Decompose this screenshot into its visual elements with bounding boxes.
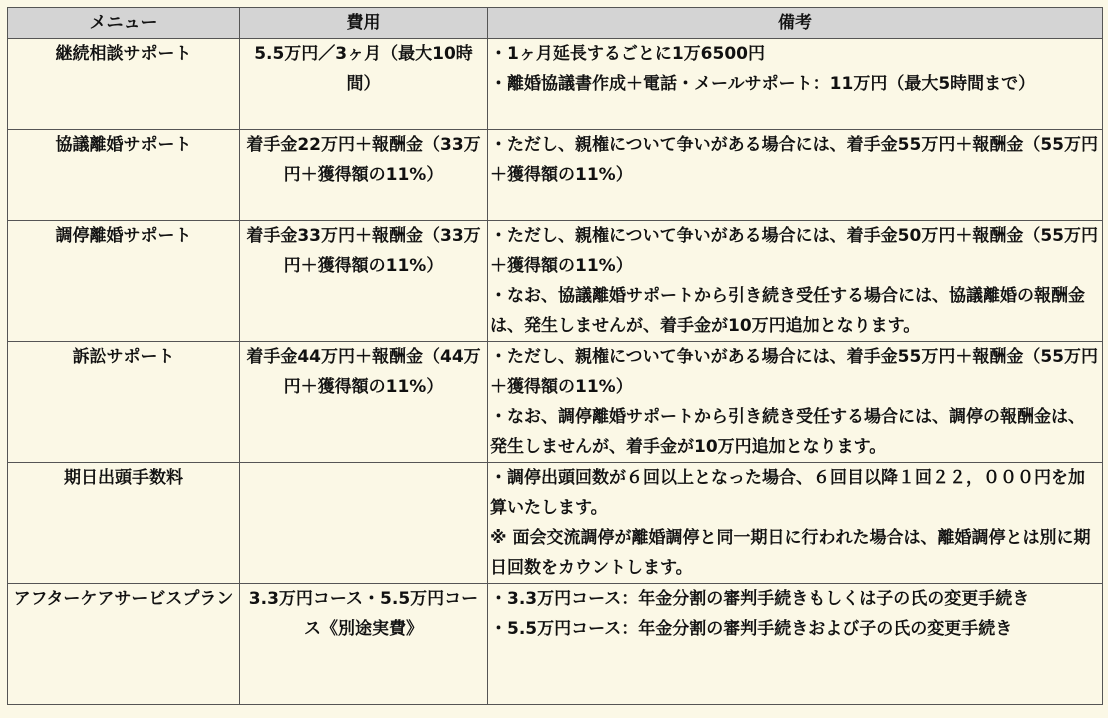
notes-cell	[488, 221, 1103, 342]
note-line: ・ただし、親権について争いがある場合には、着手金55万円＋報酬金（55万円＋獲得額の11%）	[490, 347, 1098, 397]
notes-cell	[488, 130, 1103, 221]
notes-cell	[488, 463, 1103, 584]
menu-cell: 協議離婚サポート	[8, 130, 240, 221]
table-header-row	[8, 8, 1103, 39]
fee-cell: 着手金44万円＋報酬金（44万円＋獲得額の11%）	[240, 342, 488, 463]
note-line: ・調停出頭回数が６回以上となった場合、６回目以降１回２２，０００円を加算いたします。	[490, 468, 1085, 518]
table-row	[8, 463, 1103, 584]
table-row	[8, 584, 1103, 705]
menu-cell: アフターケアサービスプラン	[8, 584, 240, 705]
notes-cell	[488, 584, 1103, 705]
fee-cell: 着手金33万円＋報酬金（33万円＋獲得額の11%）	[240, 221, 488, 342]
note-line: ・なお、調停離婚サポートから引き続き受任する場合には、調停の報酬金は、発生しませんが、着手金が10万円追加となります。	[490, 407, 1085, 457]
menu-cell: 期日出頭手数料	[8, 463, 240, 584]
note-line: ・なお、協議離婚サポートから引き続き受任する場合には、協議離婚の報酬金は、発生しませんが、着手金が10万円追加となります。	[490, 286, 1085, 336]
notes-cell	[488, 342, 1103, 463]
table-row	[8, 221, 1103, 342]
menu-cell: 訴訟サポート	[8, 342, 240, 463]
note-line: ・ただし、親権について争いがある場合には、着手金55万円＋報酬金（55万円＋獲得額の11%）	[490, 135, 1098, 185]
header-fee: 費用	[240, 8, 488, 39]
note-line: ・3.3万円コース：年金分割の審判手続きもしくは子の氏の変更手続き	[490, 589, 1030, 609]
fee-cell: 5.5万円／3ヶ月（最大10時間）	[240, 39, 488, 130]
note-line: ・ただし、親権について争いがある場合には、着手金50万円＋報酬金（55万円＋獲得額の11%）	[490, 226, 1098, 276]
fee-table	[7, 7, 1103, 705]
note-line: ※ 面会交流調停が離婚調停と同一期日に行われた場合は、離婚調停とは別に期日回数をカウントします。	[490, 528, 1091, 578]
note-line: ・1ヶ月延長するごとに1万6500円	[490, 44, 765, 64]
note-line: ・5.5万円コース：年金分割の審判手続きおよび子の氏の変更手続き	[490, 619, 1013, 639]
fee-cell	[240, 463, 488, 584]
header-menu: メニュー	[8, 8, 240, 39]
menu-cell: 継続相談サポート	[8, 39, 240, 130]
header-notes: 備考	[488, 8, 1103, 39]
table-row	[8, 39, 1103, 130]
fee-cell: 3.3万円コース・5.5万円コース《別途実費》	[240, 584, 488, 705]
table-row	[8, 342, 1103, 463]
note-line: ・離婚協議書作成＋電話・メールサポート：11万円（最大5時間まで）	[490, 74, 1036, 94]
table-row	[8, 130, 1103, 221]
menu-cell: 調停離婚サポート	[8, 221, 240, 342]
notes-cell	[488, 39, 1103, 130]
fee-cell: 着手金22万円＋報酬金（33万円＋獲得額の11%）	[240, 130, 488, 221]
